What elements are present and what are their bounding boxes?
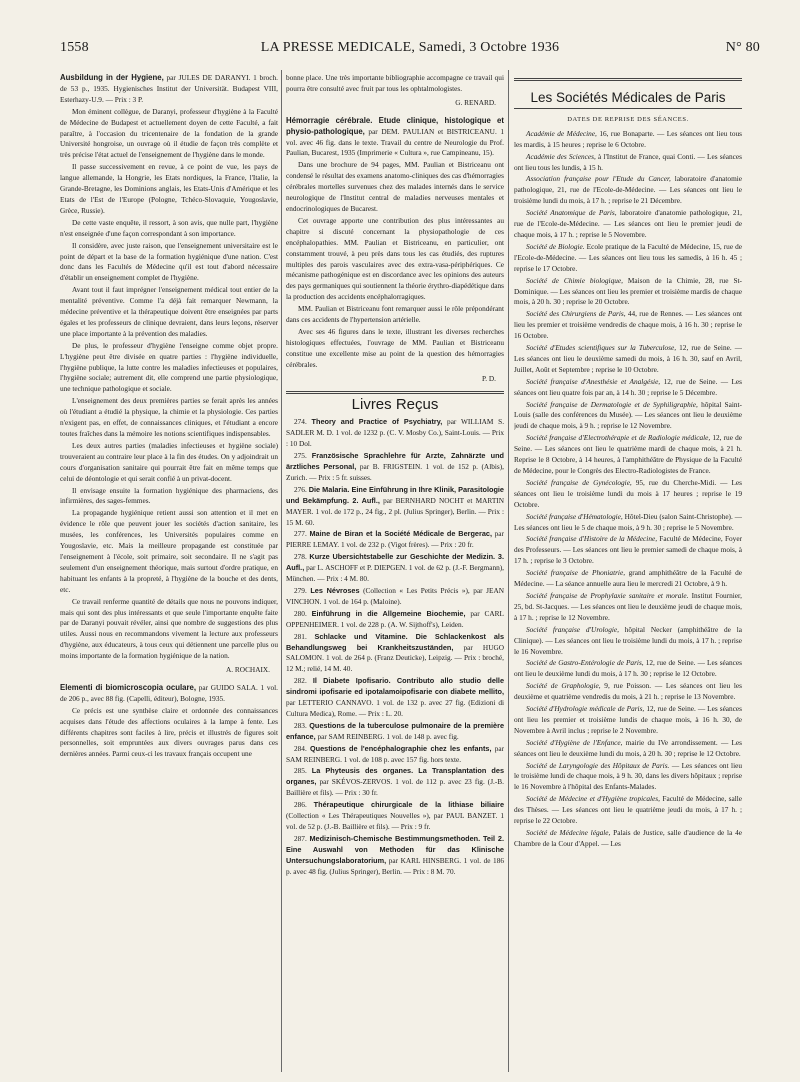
book-number: 278. (294, 552, 307, 562)
society-name: Société d'Hygiène de l'Enfance, (526, 737, 623, 747)
book-entry (286, 417, 504, 450)
book-reference: (Collection « Les Thérapeutiques Nouvelles »), par PAUL BANZET. 1 vol. de 52 p. (J.-B. Baillière et fils). — Prix : 9 fr. (286, 811, 504, 831)
society-entry (514, 738, 742, 760)
book-reference: par B. FRIGSTEIN. 1 vol. de 152 p. (Albis), Zurich. — Prix : 5 fr. suisses. (286, 462, 504, 482)
paragraph: Avant tout il faut imprégner l'enseignement médical tout entier de la mentalité préventive. Comme l'a déjà fait remarquer Newmann, la médecine préventive et la thérapeutique doivent être enseignées par parts égales et les professeurs de clinique devraient, dans leurs leçons, réserver une place importante à la prévention des maladies. (60, 285, 278, 338)
society-details: 12, rue de Seine. — Les séances ont lieu les premier et troisième lundis de chaque mois, à 16 h. 30, de Novembre à Avril inclus ; reprise le 2 Novembre. (514, 704, 742, 735)
society-name: Société d'Hydrologie médicale de Paris, (526, 704, 645, 714)
book-number: 280. (294, 608, 307, 618)
society-details: 12, rue de Seine. — Les séances ont lieu le deuxième samedi du mois, à 16 h. 30, sauf en Avril, Juillet, Août et Septembre ; reprise le 10 Octobre. (514, 343, 742, 374)
journal-title: LA PRESSE MEDICALE, Samedi, 3 Octobre 1936 (260, 40, 560, 55)
society-details: hôpital Necker (amphithéâtre de la Clinique). — Les séances ont lieu le troisième lundi du mois, à 17 h. ; reprise le 16 Novembre. (514, 624, 742, 656)
book-entry (286, 834, 504, 878)
society-details: Maison de la Chimie, 28, rue St-Dominique. — Les séances ont lieu les premier et troisième mardis de chaque mois, à 20 h. 30 ; reprise le 20 Octobre. (514, 275, 742, 307)
society-name: Société française de Prophylaxie sanitaire et morale. (526, 590, 689, 600)
society-entry (514, 625, 742, 658)
book-title: La Phyteusis des organes. La Transplantation des organes, (286, 766, 504, 787)
society-details: Faculté de Médecine, Foyer des Professeurs. — Les séances ont lieu le premier samedi de chaque mois, à 17 h. ; reprise le 3 Octobre. (514, 534, 742, 566)
book-reference: par WILLIAM S. SADLER M. D. 1 vol. de 1232 p. (C. V. Mosby Co.), Saint-Louis. — Prix : 10 Dol. (286, 417, 504, 449)
society-name: Société française de Dermatologie et de Syphiligraphie, (526, 399, 698, 409)
book-entry (286, 766, 504, 799)
paragraph: Ce travail renferme quantité de détails que nous ne pouvons indiquer, mais qui sont des plus intéressants et que seule l'importante enquête faite par de Daranyi pouvait révéler, ainsi que nombre de suggestions des plus utiles. Aussi nous en recommandons vivement la lecture aux professeurs d'hygiène, aux éducateurs, à tous ceux qui détiennent une parcelle plus ou moins importante de la formation hygiénique de la nation. (60, 596, 278, 661)
society-name: Société française d'Electrothérapie et de Radiologie médicale, (526, 433, 711, 443)
society-details: 12, rue de Seine. — Les séances ont lieu le quatrième mardi de chaque mois, à 21 h. Reprise le 8 Octobre, à 14 heures, à l'amphithéâtre de Physique de la Faculté de Médecine, pour le Congrès des Electro-Radiologistes de France. (514, 433, 742, 475)
section-rule (286, 391, 504, 394)
review-title: Hémorragie cérébrale. Etude clinique, histologique et physio-pathologique, (286, 115, 504, 136)
society-name: Société de Médecine légale, (526, 828, 611, 837)
book-number: 274. (294, 417, 307, 427)
book-reference: (Collection « Les Petits Précis »), par JEAN VINCHON. 1 vol. de 164 p. (Maloine). (286, 585, 504, 606)
column-middle (286, 73, 504, 1073)
book-entry (286, 451, 504, 484)
issue-number: N° 80 (725, 40, 760, 55)
paragraph: Il considère, avec juste raison, que l'enseignement universitaire est le point de départ et la base de la formation hygiénique d'une nation. C'est donc dans les Facultés de Médecine qu'il est tout d'abord nécessaire d'établir un enseignement complet de l'hygiène. (60, 240, 278, 283)
society-entry (514, 478, 742, 511)
society-name: Société française d'Histoire de la Médecine, (526, 534, 658, 544)
paragraph: Dans une brochure de 94 pages, MM. Paulian et Bistriceanu ont condensé le résultat des examens anatomo-cliniques des cas d'hémorragies cérébrales mortelles survenues chez des malades internés dans le service neurologique de l'Institut central de maladies nerveuses mentales et endocrinologiques de Bucarest. (286, 160, 504, 213)
society-entry (514, 433, 742, 477)
book-entry (286, 721, 504, 743)
society-details: Ecole pratique de la Faculté de Médecine, 15, rue de l'Ecole-de-Médecine. — Les séances ont lieu tous les samedis, à 16 h. 45 ; reprise le 17 Octobre. (514, 241, 742, 273)
column-divider (281, 70, 282, 1072)
society-details: Faculté de Médecine, salle des Thèses. — Les séances ont lieu le quatrième jeudi du mois, à 17 h. ; reprise le 22 Octobre. (514, 794, 742, 826)
paragraph: Il envisage ensuite la formation hygiénique des pharmaciens, des infirmières, des sages-femmes. (60, 485, 278, 506)
society-name: Société Anatomique de Paris, (526, 208, 617, 218)
society-entry (514, 276, 742, 309)
book-entry (286, 529, 504, 551)
society-entry (514, 681, 742, 703)
society-entry (514, 400, 742, 433)
book-entry (286, 632, 504, 676)
book-reference: par HUGO SALOMON. 1 vol. de 264 p. (Franz Deuticke), Leipzig. — Prix : broché, 12 M.; relié, 14 M. 40. (286, 642, 504, 674)
society-name: Association française pour l'Etude du Cancer, (526, 174, 671, 184)
book-entry (286, 800, 504, 833)
society-name: Académie des Sciences, (526, 151, 596, 161)
book-entry (286, 485, 504, 529)
review-signature: G. RENARD. (455, 97, 496, 107)
section-rule (514, 108, 742, 109)
book-title: Maine de Biran et la Société Médicale de Bergerac, (309, 529, 492, 539)
books-list (286, 417, 504, 877)
book-entry (286, 552, 504, 585)
page-number: 1558 (60, 40, 89, 55)
review-body (286, 160, 504, 370)
society-entry (514, 591, 742, 624)
book-number: 284. (294, 743, 307, 753)
book-reference: par BERNHARD NOCHT et MARTIN MAYER. 1 vol. de 172 p., 24 fig., 2 pl. (Julius Springer), Berlin. — Prix : 15 M. 60. (286, 495, 504, 527)
dates-label: DATES DE REPRISE DES SÉANCES. (567, 115, 689, 123)
society-details: 12, rue de Seine. — Les séances ont lieu le deuxième lundi du mois, à 17 h. 30 ; reprise le 12 Octobre. (514, 658, 742, 679)
book-entry (286, 609, 504, 631)
book-title: Schlacke und Vitamine. Die Schlackenkost als Behandlungsweg bei Krankheitszuständen, (286, 631, 504, 652)
society-details: 9, rue Poisson. — Les séances ont lieu les deuxième et quatrième vendredis du mois, à 21 h. ; reprise le 13 Novembre. (514, 681, 742, 702)
society-entry (514, 174, 742, 207)
book-entry (286, 744, 504, 766)
society-details: laboratoire d'anatomie pathologique, 21, rue de l'Ecole-de-Médecine. — Les séances ont lieu le troisième lundi du mois, à 17 h. ; reprise le 21 Décembre. (514, 174, 742, 206)
societies-section-title: Les Sociétés Médicales de Paris (530, 90, 726, 105)
review-continuation: bonne place. Une très importante bibliographie accompagne ce travail qui pourra être consulté avec fruit par tous les ophtalmologistes. (286, 73, 504, 93)
book-entry (286, 586, 504, 608)
society-details: 12, rue de Seine. — Les séances ont lieu quatre fois par an, à 14 h. 30 ; reprise le 5 Décembre. (514, 376, 742, 397)
book-reference: par PIERRE LEMAY. 1 vol. de 232 p. (Vigot frères). — Prix : 20 fr. (286, 529, 504, 550)
society-entry (514, 208, 742, 241)
review-body (60, 706, 278, 761)
book-reference: par LETTERIO CANNAVO. 1 vol. de 132 p. avec 27 fig. (Edizioni di Cultura Medica), Rome. — Prix : L. 20. (286, 698, 504, 718)
society-details: 16, rue Bonaparte. — Les séances ont lieu tous les mardis, à 15 heures ; reprise le 6 Octobre. (514, 128, 742, 149)
society-entry (514, 794, 742, 827)
column-divider (508, 70, 509, 1072)
society-name: Société de Laryngologie des Hôpitaux de Paris. (526, 760, 670, 770)
society-entry (514, 704, 742, 737)
society-entry (514, 152, 742, 174)
book-number: 286. (294, 800, 307, 810)
book-number: 285. (294, 766, 307, 776)
society-name: Société française d'Anesthésie et Analgésie, (526, 376, 661, 386)
society-entry (514, 761, 742, 794)
society-entry (514, 242, 742, 275)
society-entry (514, 309, 742, 342)
society-name: Société française de Gynécologie, (526, 477, 632, 487)
book-title: Thérapeutique chirurgicale de la lithiase biliaire (313, 800, 504, 810)
society-details: grand amphithéâtre de la Faculté de Médecine. — La séance annuelle aura lieu le mercredi 21 Octobre, à 9 h. (514, 568, 742, 589)
society-name: Société de Biologie. (526, 241, 585, 251)
book-title: Questions de la tuberculose pulmonaire de la première enfance, (286, 720, 504, 741)
book-title: Die Malaria. Eine Einführung in Ihre Klinik, Parasitologie und Bekämpfung. 2. Aufl., (286, 484, 504, 505)
column-left (60, 73, 278, 1073)
society-entry (514, 343, 742, 376)
society-entry (514, 828, 742, 850)
book-reference: par SAM REINBERG. 1 vol. de 148 p. avec fig. (317, 731, 459, 741)
paragraph: Les deux autres parties (maladies infectieuses et hygiène sociale) trouveraient au contraire leur place à la fin des études. On y adjoindrait un cours d'organisation sanitaire qui pourrait être fait en même temps que celui de déontologie et qui serait confié à un privat-docent. (60, 440, 278, 483)
review-citation (60, 683, 278, 705)
society-details: 44, rue de Rennes. — Les séances ont lieu les premier et troisième vendredis de chaque mois, à 16 h. 30 ; reprise le 16 Octobre. (514, 309, 742, 341)
book-number: 281. (294, 631, 307, 641)
book-title: Theory and Practice of Psychiatry, (311, 417, 443, 427)
society-details: Hôtel-Dieu (salon Saint-Christophe). — Les séances ont lieu le 5 de chaque mois, à 9 h. 30 ; reprise le 5 Novembre. (514, 511, 742, 532)
book-title: Questions de l'encéphalographie chez les enfants, (309, 743, 492, 753)
book-number: 276. (294, 484, 307, 494)
society-details: — Les séances ont lieu le troisième lundi de chaque mois, à 9 h. 30, dans les divers hôpitaux ; reprise le 16 Novembre à l'hôpital des Enfants-Malades. (514, 760, 742, 792)
book-title: Les Névroses (310, 585, 360, 595)
society-details: à l'Institut de France, quai Conti. — Les séances ont lieu tous les lundis, à 15 h. (514, 151, 742, 172)
review-signature: P. D. (482, 373, 496, 383)
society-name: Société de Médecine et d'Hygiène tropicales, (526, 794, 660, 804)
society-name: Société de Graphologie, (526, 681, 601, 691)
paragraph: Ce précis est une synthèse claire et ordonnée des connaissances acquises dans l'étude des affections oculaires à la lampe à fente. Les différents chapitres sont faciles à lire, précis et illustrés de figures soit personnelles, soit empruntées aux divers ouvrages parus dans ces dernières années. Parmi ceux-ci les travaux français occupent une (60, 705, 278, 759)
review-meta: par GUIDO SALA. 1 vol. de 206 p., avec 88 fig. (Capelli, éditeur), Bologne, 1935. (60, 682, 278, 703)
paragraph: Cet ouvrage apporte une contribution des plus intéressantes au chapitre si discuté concernant la physiopathologie de ces encéphalopathies. MM. Paulian et Bistriceanu, en particulier, ont constamment trouvé, à peu près dans tous les cas étudiés, des ruptures multiples des parois vasculaires avec des extra-vasa-périphériques. Ce mécanisme pathogénique est en discordance avec les opinions des auteurs des pays germaniques qui soutiennent la théorie érythro-diapédétique dans la production des accidents encéphalorragiques. (286, 215, 504, 302)
paragraph: Il passe successivement en revue, à ce point de vue, les pays de langue allemande, la Hongrie, les Etats nordiques, la France, l'Italie, la Grande-Bretagne, les Dominions anglais, les Etats-Unis d'Amérique et les Etats de l'Est de l'Europe (Pologne, Tchéco-Slovaquie, Yougoslavie, Grèce, Russie). (60, 162, 278, 215)
book-reference: par CARL OPPENHEIMER. 1 vol. de 228 p. (A. W. Sijthoff's), Leiden. (286, 608, 504, 629)
paragraph: Mon éminent collègue, de Daranyi, professeur d'hygiène à la Faculté de Médecine de Budapest et actuellement doyen de cette Faculté, a fait paraître, à l'occasion du tricentenaire de la fondation de la grande Université hongroise, un ouvrage où il étudie de façon très complète et très précise l'état actuel de l'enseignement de l'hygiène dans le monde. (60, 106, 278, 160)
review-citation (60, 73, 278, 106)
society-entry (514, 129, 742, 151)
books-section-title: Livres Reçus (351, 396, 439, 414)
book-reference: par SAM REINBERG. 1 vol. de 108 p. avec 157 fig. hors texte. (286, 743, 504, 764)
review-signature: A. ROCHAIX. (226, 665, 270, 675)
page-header (60, 40, 760, 64)
society-name: Société d'Etudes scientifiques sur la Tuberculose, (526, 343, 677, 353)
society-details: Palais de Justice, salle d'audience de la 4e Chambre de la Cour d'Appel. — Les (514, 828, 742, 848)
paragraph: L'enseignement des deux premières parties se ferait après les années où l'étudiant a étudié la physique, la chimie et la physiologie. Ces parties n'exigent pas, en effet, de connaissances cliniques, et l'étudiant a encore toutes fraîches dans la mémoire les notions scientifiques indispensables. (60, 396, 278, 438)
society-name: Société française d'Urologie, (526, 624, 619, 634)
book-number: 277. (294, 529, 307, 539)
book-number: 275. (294, 451, 307, 461)
paragraph: Avec ses 46 figures dans le texte, illustrant les diverses recherches histologiques effectuées, l'ouvrage de MM. Paulian et Bistriceanu constitue une excellente mise au point de la question des hémorragies cérébrales. (286, 326, 504, 369)
society-name: Académie de Médecine, (526, 128, 597, 138)
review-meta: par DEM. PAULIAN et BISTRICEANU. 1 vol. avec 46 fig. dans le texte. Travail du centre de Neurologie du Prof. Paulian, Bucarest, 1935 (Imprimerie « Cultura », rue Campineanu, 15). (286, 126, 504, 158)
book-entry (286, 676, 504, 720)
review-citation (286, 116, 504, 160)
society-entry (514, 568, 742, 590)
book-title: Kurze Ubersichtstabelle zur Geschichte der Medizin. 3. Aufl., (286, 552, 504, 573)
section-rule (514, 78, 742, 81)
society-details: 95, rue du Cherche-Midi. — Les séances ont lieu le troisième lundi du mois à 17 heures ; reprise le 19 Octobre. (514, 477, 742, 509)
review-title: Ausbildung in der Hygiene, (60, 73, 164, 82)
book-number: 287. (294, 833, 307, 843)
review-title: Elementi di biomicroscopia oculare, (60, 682, 197, 692)
society-details: Institut Fournier, 25, bd. St-Jacques. — Les séances ont lieu le deuxième jeudi de chaque mois, à 17 h. ; reprise le 12 Novembre. (514, 590, 742, 622)
society-name: Société française d'Hématologie, (526, 511, 623, 521)
book-title: Medizinisch-Chemische Bestimmungsmethoden. Teil 2. Eine Auswahl von Methoden für das Klinische Untersuchungslaboratorium, (286, 833, 504, 865)
society-name: Société française de Phoniatrie, (526, 568, 626, 578)
book-reference: par KARL HINSBERG. 1 vol. de 186 p. avec 48 fig. (Julius Springer), Berlin. — Prix : 8 M. 70. (286, 855, 504, 876)
book-title: Il Diabete Ipofisario. Contributo allo studio delle sindromi ipofisarie ed ipotalamoipofisarie con diabete mellito, (286, 676, 504, 697)
societies-list (514, 129, 742, 850)
society-details: hôpital Saint-Louis (salle des conférences du Musée). — Les séances ont lieu le deuxième jeudi de chaque mois, à 9 h. ; reprise le 12 Novembre. (514, 399, 742, 431)
society-details: laboratoire d'anatomie pathologique, 21, rue de l'Ecole-de-Médecine. — Les séances ont lieu le premier jeudi de chaque mois, à 17 h. ; reprise le 5 Novembre. (514, 208, 742, 239)
society-name: Société de Chimie biologique, (526, 275, 623, 285)
book-reference: par L. ASCHOFF et P. DIEPGEN. 1 vol. de 62 p. (J.-F. Bergmann), München. — Prix : 4 M. 80. (286, 563, 504, 584)
book-number: 279. (294, 585, 307, 595)
society-entry (514, 658, 742, 680)
review-body (60, 107, 278, 662)
society-details: mairie du IVe arrondissement. — Les séances ont lieu le deuxième lundi du mois, à 20 h. 30 ; reprise le 12 Octobre. (514, 737, 742, 758)
society-entry (514, 534, 742, 567)
society-entry (514, 512, 742, 534)
paragraph: De plus, le professeur d'hygiène l'enseigne comme objet propre. L'hygiène peut être divisée en quatre parties : l'hygiène individuelle, l'hygiène publique, la lutte contre les maladies infectieuses et populaires, l'hygiène sociale; autrement dit, elle comprend une partie physiologique, une technique pathologique et sociale. (60, 340, 278, 394)
society-name: Société de Gastro-Entérologie de Paris, (526, 658, 644, 668)
book-reference: par SKÉVOS-ZERVOS. 1 vol. de 112 p. avec 23 fig. (J.-B. Baillière et fils). — Prix : 30 fr. (286, 777, 504, 798)
paragraph: MM. Paulian et Bistriceanu font remarquer aussi le rôle prépondérant dans ces accidents de l'hypertension artérielle. (286, 304, 504, 325)
paragraph: La propagande hygiénique retient aussi son attention et il met en évidence le rôle que peuvent jouer les sociétés d'action sanitaire, les musées, les conférences, les Universités populaires comme en Yougoslavie, etc. Mais la meilleure propagande est constituée par l'enseignement à l'école, soit primaire, soit secondaire. Il ne s'agit pas seulement d'un enseignement théorique, mais surtout d'ordre pratique, en habituant les enfants à la propreté, à l'hygiène de la bouche et des dents, etc. (60, 508, 278, 594)
book-title: Einführung in die Allgemeine Biochemie, (311, 608, 466, 618)
review-meta: par JULES DE DARANYI. 1 broch. de 53 p., 1935. Hygienisches Institut der Universität. Budapest VIII, Esterhazy-U.9. — Prix : 3 P. (60, 73, 278, 104)
column-right (514, 73, 742, 1073)
book-number: 282. (294, 676, 307, 686)
book-number: 283. (294, 720, 307, 730)
society-name: Société des Chirurgiens de Paris, (526, 309, 626, 319)
paragraph: De cette vaste enquête, il ressort, à son avis, que nulle part, l'hygiène n'est enseignée d'une façon correspondant à son importance. (60, 217, 278, 238)
book-title: Französische Sprachlehre für Arzte, Zahnärzte und ärztliches Personal, (286, 451, 504, 471)
society-entry (514, 377, 742, 399)
